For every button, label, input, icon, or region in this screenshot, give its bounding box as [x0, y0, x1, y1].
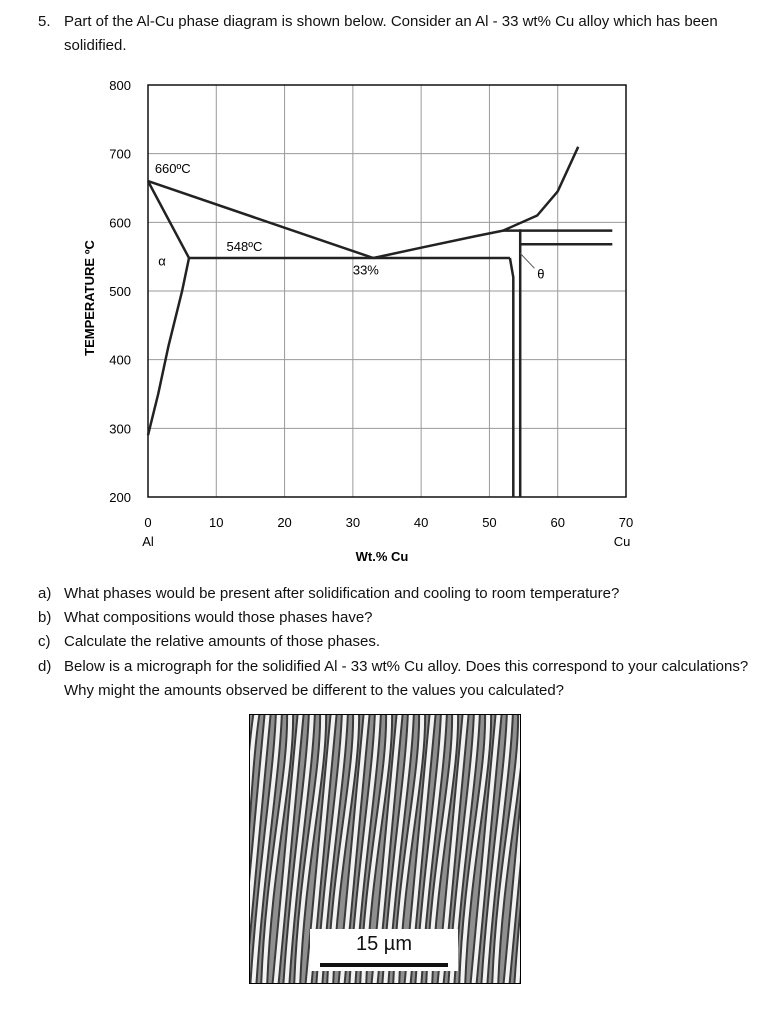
scale-bar-label: 15 µm: [356, 933, 412, 955]
y-tick-label: 600: [109, 215, 131, 231]
diagram-annotation: α: [158, 253, 166, 269]
micrograph-image: [249, 714, 521, 984]
y-tick-label: 400: [109, 352, 131, 368]
x-tick-sublabel-al: Al: [142, 534, 154, 549]
diagram-annotation: 548ºC: [226, 239, 263, 255]
theta-leader-line: [520, 253, 534, 268]
phase-boundary-alpha-solvus: [148, 258, 189, 435]
x-tick-label: 70: [618, 515, 634, 530]
y-tick-label: 700: [109, 146, 131, 162]
x-tick-label: 50: [482, 515, 497, 530]
x-tick-label: 60: [550, 515, 565, 530]
subquestion-text: What phases would be present after solidification and cooling to room temperature?: [64, 585, 620, 602]
x-tick-label: 0: [144, 515, 152, 530]
x-tick-label: 20: [277, 515, 292, 530]
scale-bar: [320, 963, 448, 967]
y-tick-label: 200: [109, 490, 131, 505]
y-tick-label: 800: [109, 78, 131, 93]
subquestion-label: c): [38, 633, 51, 650]
subquestion-text: Below is a micrograph for the solidified Al - 33 wt% Cu alloy. Does this correspond to your calculations? Why might the amounts observed be different to the values you calculated?: [64, 658, 749, 699]
subquestion-label: a): [38, 585, 52, 602]
y-tick-label: 500: [109, 284, 131, 299]
scale-bar-box: [310, 929, 458, 971]
diagram-annotation: 660ºC: [154, 160, 191, 176]
phase-boundary-theta-boundary-left: [510, 258, 513, 497]
subquestion-label: d): [38, 658, 52, 675]
subquestion-text: Calculate the relative amounts of those phases.: [64, 633, 381, 650]
y-tick-label: 300: [109, 421, 131, 437]
phase-boundary-liquidus-cu-side: [373, 147, 578, 258]
y-axis-label: TEMPERATURE ºC: [82, 240, 97, 356]
question-text: Part of the Al-Cu phase diagram is shown below. Consider an Al - 33 wt% Cu alloy which has been solidified.: [64, 13, 718, 54]
diagram-annotation: 33%: [352, 262, 379, 278]
x-tick-label: 40: [413, 515, 429, 530]
diagram-annotation: θ: [537, 266, 545, 282]
x-axis-label: Wt.% Cu: [355, 549, 409, 564]
x-tick-label: 30: [345, 515, 361, 530]
x-tick-sublabel-cu: Cu: [613, 534, 631, 549]
question-number: 5.: [38, 13, 51, 30]
x-tick-label: 10: [209, 515, 224, 530]
subquestion-label: b): [38, 609, 52, 626]
subquestion-text: What compositions would those phases have?: [64, 609, 373, 626]
